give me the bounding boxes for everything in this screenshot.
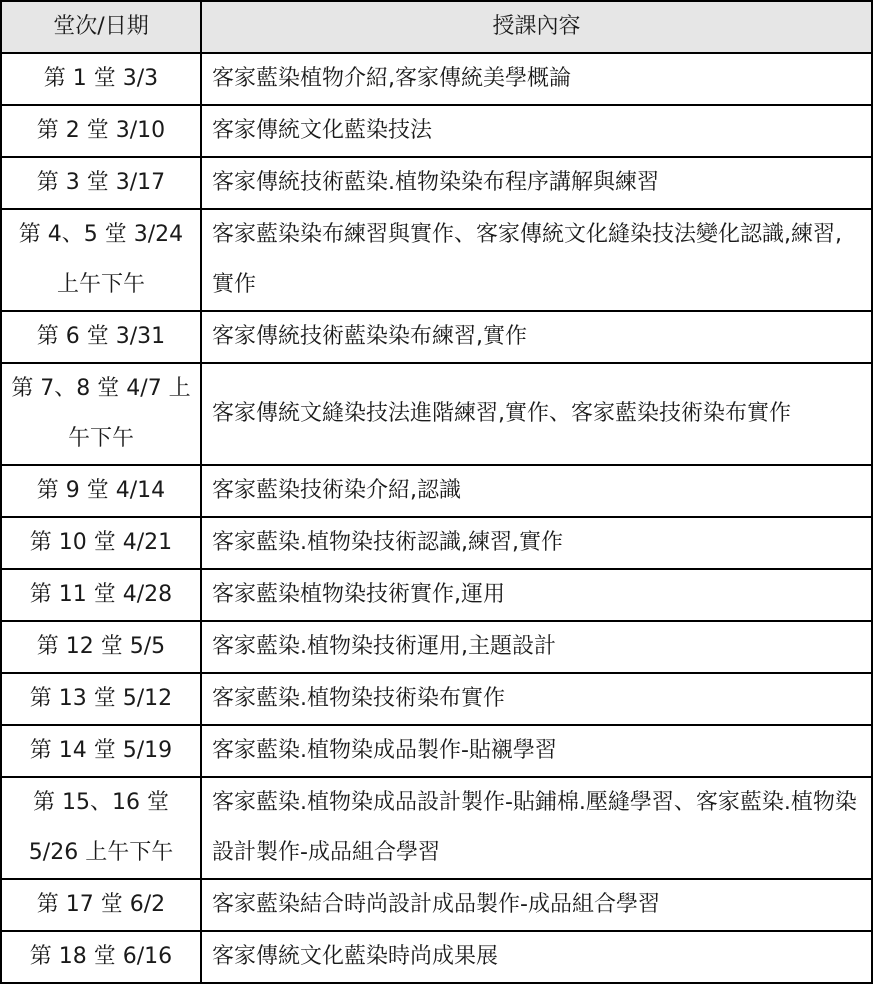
header-row bbox=[1, 1, 872, 53]
session-date-cell: 第 18 堂 6/16 bbox=[1, 931, 201, 983]
table-row bbox=[1, 105, 872, 157]
session-date-cell: 第 7、8 堂 4/7 上午下午 bbox=[1, 363, 201, 465]
table-row bbox=[1, 311, 872, 363]
course-content-cell: 客家藍染技術染介紹,認識 bbox=[201, 465, 872, 517]
course-content-cell: 客家藍染.植物染技術認識,練習,實作 bbox=[201, 517, 872, 569]
course-content-cell: 客家藍染.植物染技術運用,主題設計 bbox=[201, 621, 872, 673]
session-date-cell: 第 4、5 堂 3/24 上午下午 bbox=[1, 209, 201, 311]
course-content-cell: 客家傳統文化藍染技法 bbox=[201, 105, 872, 157]
course-content-cell: 客家藍染.植物染成品製作-貼襯學習 bbox=[201, 725, 872, 777]
table-row bbox=[1, 879, 872, 931]
table-row bbox=[1, 209, 872, 311]
course-content-cell: 客家傳統技術藍染.植物染染布程序講解與練習 bbox=[201, 157, 872, 209]
session-date-cell: 第 2 堂 3/10 bbox=[1, 105, 201, 157]
course-content-cell: 客家傳統技術藍染染布練習,實作 bbox=[201, 311, 872, 363]
course-content-cell: 客家藍染結合時尚設計成品製作-成品組合學習 bbox=[201, 879, 872, 931]
session-date-cell: 第 6 堂 3/31 bbox=[1, 311, 201, 363]
table-row bbox=[1, 363, 872, 465]
course-content-cell: 客家傳統文縫染技法進階練習,實作、客家藍染技術染布實作 bbox=[201, 363, 872, 465]
course-content-cell: 客家藍染植物染技術實作,運用 bbox=[201, 569, 872, 621]
session-date-cell: 第 14 堂 5/19 bbox=[1, 725, 201, 777]
course-content-cell: 客家傳統文化藍染時尚成果展 bbox=[201, 931, 872, 983]
course-content-cell: 客家藍染染布練習與實作、客家傳統文化縫染技法變化認識,練習,實作 bbox=[201, 209, 872, 311]
session-date-cell: 第 1 堂 3/3 bbox=[1, 53, 201, 105]
table-row bbox=[1, 777, 872, 879]
table-row bbox=[1, 517, 872, 569]
table-row bbox=[1, 53, 872, 105]
table-row bbox=[1, 725, 872, 777]
session-date-cell: 第 11 堂 4/28 bbox=[1, 569, 201, 621]
table-row bbox=[1, 569, 872, 621]
table-header bbox=[1, 1, 872, 53]
course-content-cell: 客家藍染.植物染技術染布實作 bbox=[201, 673, 872, 725]
session-date-cell: 第 13 堂 5/12 bbox=[1, 673, 201, 725]
header-session-date: 堂次/日期 bbox=[1, 1, 201, 53]
session-date-cell: 第 12 堂 5/5 bbox=[1, 621, 201, 673]
table-row bbox=[1, 673, 872, 725]
header-course-content: 授課內容 bbox=[201, 1, 872, 53]
session-date-cell: 第 3 堂 3/17 bbox=[1, 157, 201, 209]
table-row bbox=[1, 157, 872, 209]
table-row bbox=[1, 465, 872, 517]
course-content-cell: 客家藍染植物介紹,客家傳統美學概論 bbox=[201, 53, 872, 105]
session-date-cell: 第 9 堂 4/14 bbox=[1, 465, 201, 517]
session-date-cell: 第 17 堂 6/2 bbox=[1, 879, 201, 931]
session-date-cell: 第 15、16 堂 5/26 上午下午 bbox=[1, 777, 201, 879]
table-row bbox=[1, 931, 872, 983]
course-content-cell: 客家藍染.植物染成品設計製作-貼鋪棉.壓縫學習、客家藍染.植物染設計製作-成品組合學習 bbox=[201, 777, 872, 879]
session-date-cell: 第 10 堂 4/21 bbox=[1, 517, 201, 569]
table-body bbox=[1, 53, 872, 983]
table-row bbox=[1, 621, 872, 673]
